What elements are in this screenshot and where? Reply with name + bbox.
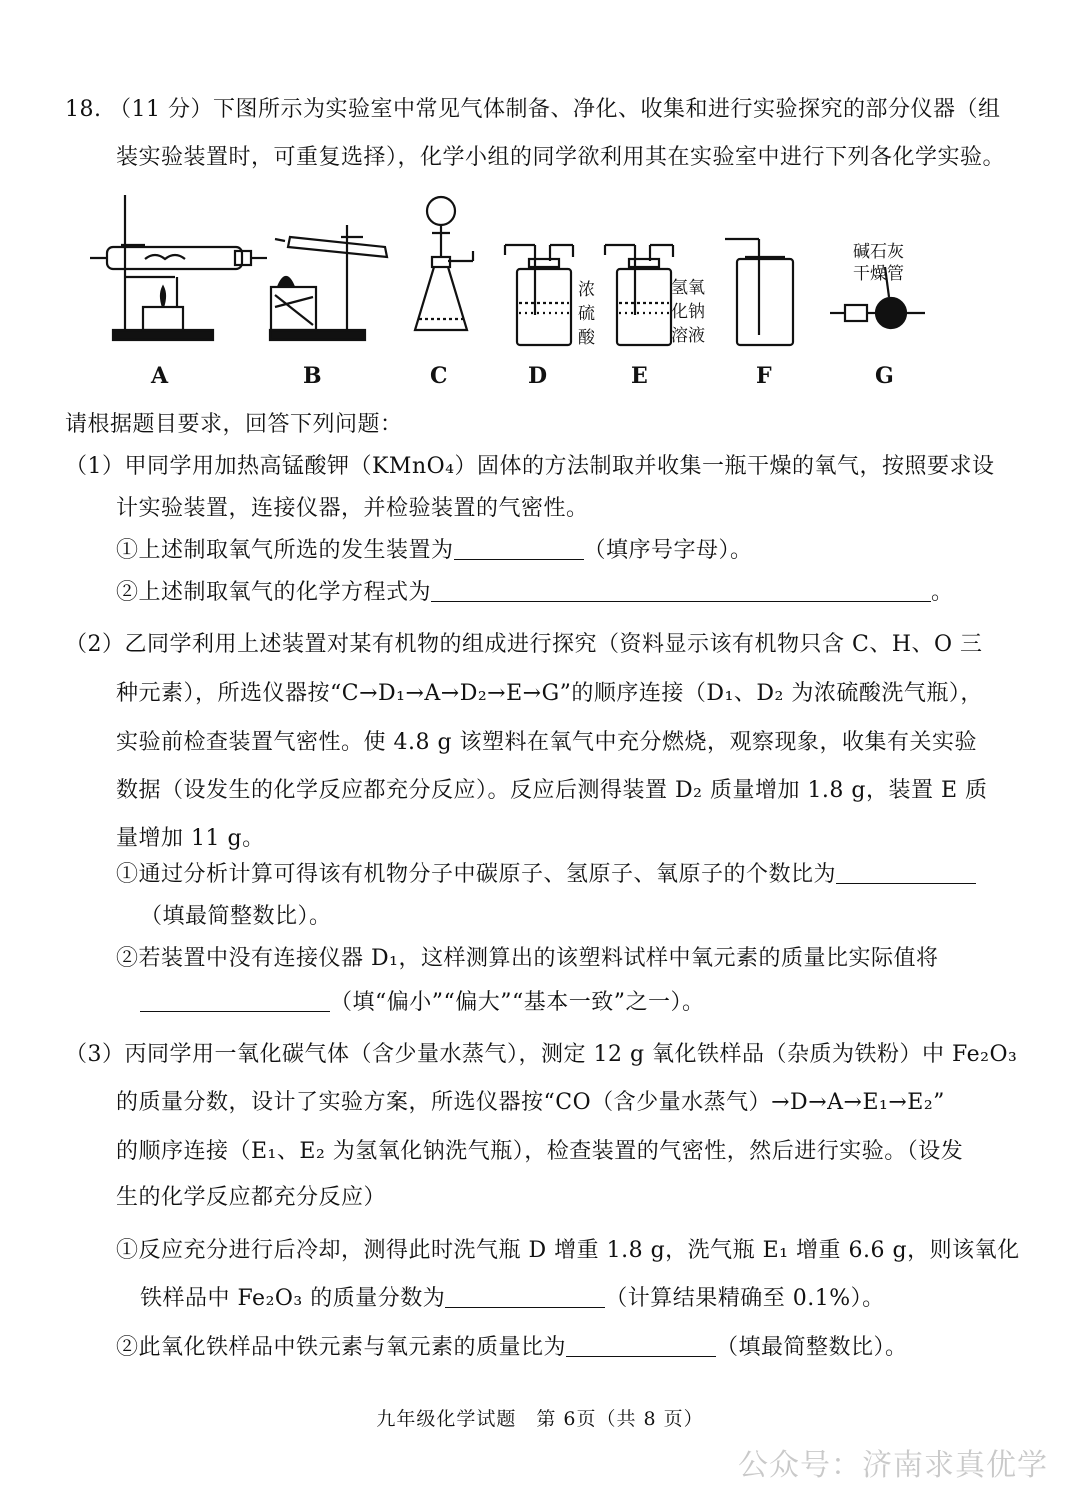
g-label-2: 干燥管 <box>853 264 904 284</box>
part2-q1-blank[interactable] <box>836 861 976 884</box>
label-f: F <box>756 363 772 389</box>
apparatus-f <box>725 239 793 345</box>
part2-q1 <box>116 860 976 890</box>
e-liquid-2: 化钠 <box>671 302 705 322</box>
watermark: 公众号：济南求真优学 <box>738 1448 1048 1483</box>
d-liquid-3: 酸 <box>578 328 595 348</box>
apparatus-a <box>90 195 267 340</box>
label-e: E <box>631 363 648 389</box>
part3-line2: 的质量分数，设计了实验方案，所选仪器按“CO（含少量水蒸气）→D→A→E₁→E₂” <box>116 1090 945 1115</box>
part2-q2-answer <box>140 988 704 1018</box>
part2-line2: 种元素），所选仪器按“C→D₁→A→D₂→E→G”的顺序连接（D₁、D₂ 为浓硫酸洗气瓶）， <box>116 681 983 706</box>
part3-q1-line2 <box>140 1284 885 1314</box>
part3-q1-line1: ①反应充分进行后冷却，测得此时洗气瓶 D 增重 1.8 g，洗气瓶 E₁ 增重 6.6 g，则该氧化 <box>116 1238 1020 1263</box>
part2-line4: 数据（设发生的化学反应都充分反应）。反应后测得装置 D₂ 质量增加 1.8 g，装置 E 质 <box>116 778 988 803</box>
part2-line3: 实验前检查装置气密性。使 4.8 g 该塑料在氧气中充分燃烧，观察现象，收集有关实验 <box>116 730 978 755</box>
part3-q1-blank[interactable] <box>445 1285 605 1308</box>
apparatus-d <box>505 245 573 345</box>
part3-line3: 的顺序连接（E₁、E₂ 为氢氧化钠洗气瓶），检查装置的气密性，然后进行实验。（设发 <box>116 1139 964 1164</box>
part1-q1-blank[interactable] <box>454 537 584 560</box>
apparatus-e <box>605 245 673 345</box>
part3-line4: 生的化学反应都充分反应） <box>116 1185 387 1210</box>
part1-q1 <box>116 536 753 566</box>
apparatus-b <box>270 225 387 340</box>
part1-q1-text: ①上述制取氧气所选的发生装置为 <box>116 538 454 563</box>
part1-q2-end: 。 <box>931 580 954 605</box>
part1-q2 <box>116 578 954 608</box>
part3-q2-text: ②此氧化铁样品中铁元素与氧元素的质量比为 <box>116 1335 567 1360</box>
apparatus-c <box>415 197 473 330</box>
g-label-1: 碱石灰 <box>853 242 904 262</box>
label-d: D <box>528 363 548 389</box>
part3-q1-text: 铁样品中 Fe₂O₃ 的质量分数为 <box>140 1286 446 1311</box>
question-header-cont: 装实验装置时，可重复选择），化学小组的同学欲利用其在实验室中进行下列各化学实验。 <box>116 145 1006 170</box>
part1-q2-text: ②上述制取氧气的化学方程式为 <box>116 580 432 605</box>
apparatus-figure <box>85 185 945 400</box>
part3-line1: （3）丙同学用一氧化碳气体（含少量水蒸气），测定 12 g 氧化铁样品（杂质为铁粉）中 Fe₂O₃ <box>65 1042 1018 1067</box>
label-c: C <box>430 363 448 389</box>
d-liquid-2: 硫 <box>578 304 595 324</box>
d-liquid-1: 浓 <box>578 280 595 300</box>
label-b: B <box>303 363 322 389</box>
e-liquid-1: 氢氧 <box>671 278 705 298</box>
part1-q2-blank[interactable] <box>431 579 931 602</box>
intro-text: 请根据题目要求，回答下列问题： <box>65 412 403 437</box>
part1-q1-hint: （填序号字母）。 <box>583 538 753 563</box>
part2-q1-text: ①通过分析计算可得该有机物分子中碳原子、氢原子、氧原子的个数比为 <box>116 862 837 887</box>
part3-q2-hint: （填最简整数比）。 <box>716 1335 908 1360</box>
part2-q2-blank[interactable] <box>140 989 330 1012</box>
label-g: G <box>875 363 894 389</box>
part1-line2: 计实验装置，连接仪器，并检验装置的气密性。 <box>116 496 589 521</box>
page-footer: 九年级化学试题 第 6页（共 8 页） <box>376 1408 704 1430</box>
part2-line1: （2）乙同学利用上述装置对某有机物的组成进行探究（资料显示该有机物只含 C、H、O 三 <box>65 632 983 657</box>
part3-q1-hint: （计算结果精确至 0.1%）。 <box>605 1286 885 1311</box>
e-liquid-3: 溶液 <box>671 326 705 346</box>
part3-q2 <box>116 1333 908 1363</box>
part2-q1-hint: （填最简整数比）。 <box>140 904 332 929</box>
part1-line1: （1）甲同学用加热高锰酸钾（KMnO₄）固体的方法制取并收集一瓶干燥的氧气，按照要求设 <box>65 454 995 479</box>
part3-q2-blank[interactable] <box>566 1334 716 1357</box>
part2-q2-hint: （填“偏小”“偏大”“基本一致”之一）。 <box>330 990 705 1015</box>
question-header: 18. （11 分）下图所示为实验室中常见气体制备、净化、收集和进行实验探究的部分仪器（组 <box>65 97 1001 122</box>
part2-q2: ②若装置中没有连接仪器 D₁，这样测算出的该塑料试样中氧元素的质量比实际值将 <box>116 946 939 971</box>
label-a: A <box>151 363 169 389</box>
part2-line5: 量增加 11 g。 <box>116 826 265 851</box>
